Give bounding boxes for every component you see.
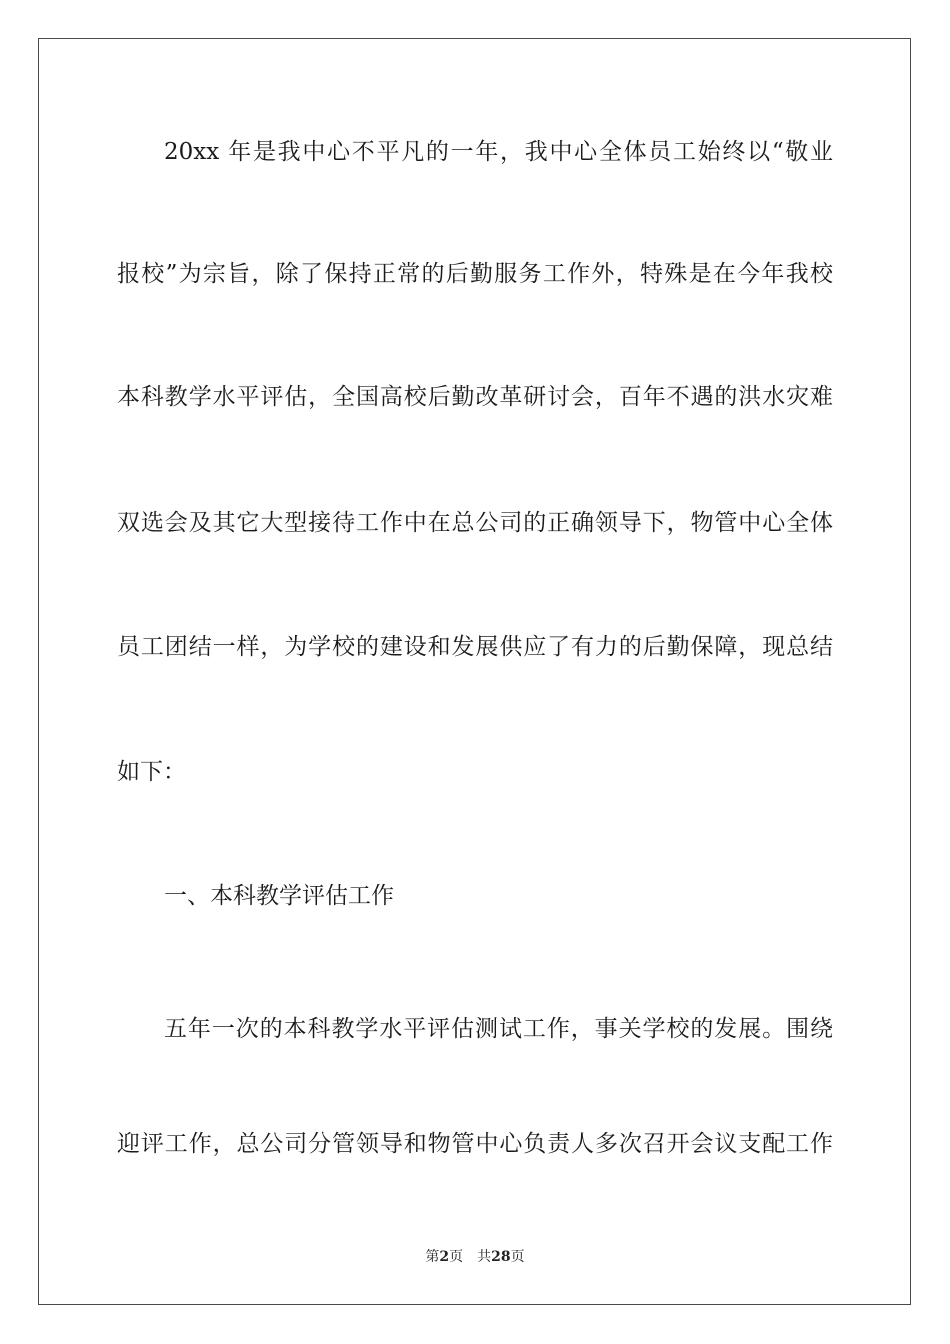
footer-total-pages: 28 [491,1249,511,1265]
footer-total-suffix: 页 [510,1249,525,1265]
footer-page-prefix: 第 [425,1249,440,1265]
paragraph-line-6: 如下： [117,759,186,785]
paragraph-line-8: 迎评工作，总公司分管领导和物管中心负责人多次召开会议支配工作 [117,1131,833,1157]
paragraph-line-5: 员工团结一样，为学校的建设和发展供应了有力的后勤保障，现总结 [117,634,833,660]
page-footer [0,1248,950,1266]
paragraph-line-1: 20xx 年是我中心不平凡的一年，我中心全体员工始终以“敬业 [164,139,833,165]
section-heading: 一、本科教学评估工作 [164,883,394,909]
footer-page-suffix: 页 [449,1249,464,1265]
footer-page-number: 2 [439,1249,450,1265]
footer-total-prefix: 共 [477,1249,492,1265]
paragraph-line-4: 双选会及其它大型接待工作中在总公司的正确领导下，物管中心全体 [117,510,833,536]
paragraph-line-3: 本科教学水平评估，全国高校后勤改革研讨会，百年不遇的洪水灾难 [117,384,833,410]
paragraph-line-2: 报校”为宗旨，除了保持正常的后勤服务工作外，特殊是在今年我校 [117,261,833,287]
page-border [38,38,911,1305]
paragraph-line-7: 五年一次的本科教学水平评估测试工作，事关学校的发展。围绕 [164,1016,833,1042]
